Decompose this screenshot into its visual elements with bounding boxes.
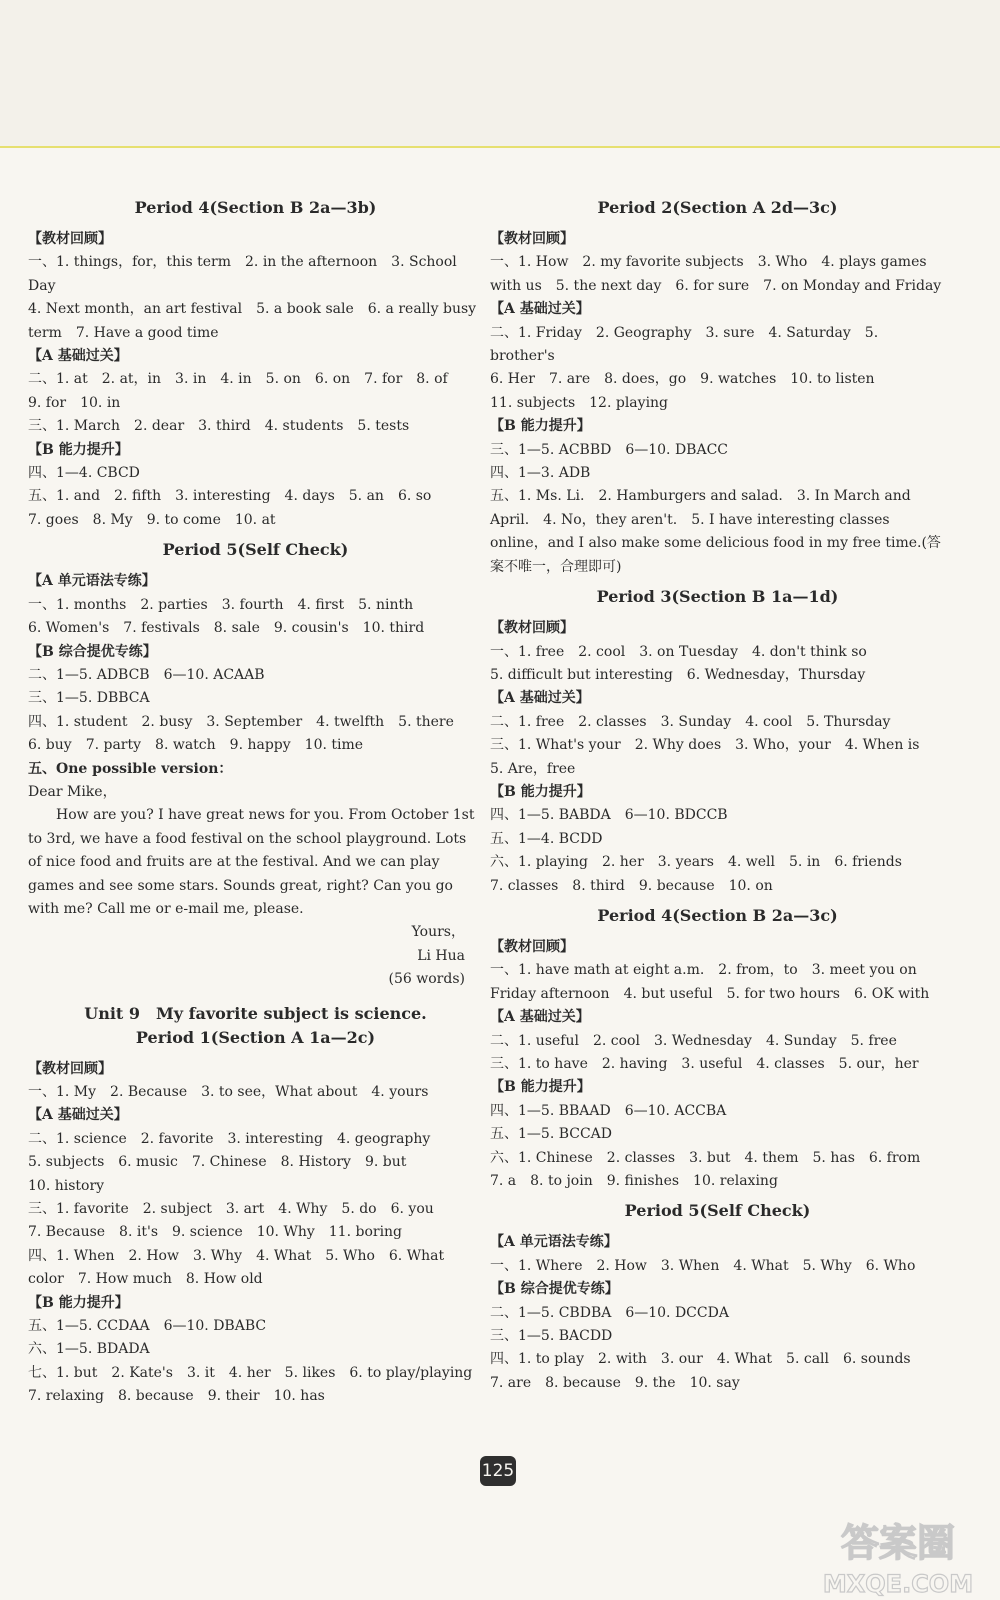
header-divider [0, 146, 1000, 148]
answer-line: 四、1—5. BBAAD 6—10. ACCBA [490, 1102, 727, 1119]
section-label: 【B 能力提升】 [490, 418, 591, 435]
answer-line: 三、1. March 2. dear 3. third 4. students 5. tests [28, 418, 410, 435]
section-label: 【B 综合提优专练】 [490, 1281, 619, 1298]
answer-line: 9. for 10. in [28, 394, 121, 411]
answer-line: 二、1—5. ADBCB 6—10. ACAAB [28, 666, 265, 683]
answer-line: 二、1. at 2. at，in 3. in 4. in 5. on 6. on 7. for 8. of [28, 371, 448, 388]
section-label: 【教材回顾】 [28, 231, 112, 247]
right-column [490, 190, 945, 1395]
section-label: 【教材回顾】 [490, 938, 574, 955]
answer-line: 7. Because 8. it's 9. science 10. Why 11. boring [28, 1224, 403, 1241]
answer-line: 五、One possible version： [28, 760, 233, 777]
answer-line: with us 5. the next day 6. for sure 7. on Monday and Friday [490, 277, 942, 294]
section-title: Period 3(Section B 1a—1d) [596, 587, 839, 607]
answer-line: 5. Are，free [490, 760, 576, 777]
section-label: 【B 能力提升】 [28, 441, 129, 458]
letter-signature: Li Hua [417, 947, 465, 964]
answer-line: 五、1—4. BCDD [490, 830, 603, 847]
answer-line: 四、1—4. CBCD [28, 465, 140, 482]
answer-line: 五、1. and 2. fifth 3. interesting 4. days 5. an 6. so [28, 488, 432, 505]
answer-line: 四、1. to play 2. with 3. our 4. What 5. call 6. sounds [490, 1351, 911, 1368]
answer-line: Friday afternoon 4. but useful 5. for two hours 6. OK with [490, 985, 930, 1002]
answer-line: 三、1. to have 2. having 3. useful 4. classes 5. our，her [490, 1056, 919, 1072]
section-title: Period 4(Section B 2a—3c) [597, 905, 838, 925]
section-label: 【教材回顾】 [490, 620, 574, 637]
answer-line: 7. are 8. because 9. the 10. say [490, 1374, 740, 1391]
page-number: 125 [480, 1456, 516, 1486]
section-title: Period 5(Self Check) [624, 1201, 811, 1221]
answer-line: 一、1. things，for，this term 2. in the afternoon 3. School Day [28, 254, 457, 294]
answer-line: 7. relaxing 8. because 9. their 10. has [28, 1388, 325, 1405]
section-label: 【A 基础过关】 [28, 348, 128, 365]
answer-line: 五、1—5. BCCAD [490, 1126, 613, 1143]
answer-line: 6. Her 7. are 8. does，go 9. watches 10. to listen [490, 371, 875, 388]
section-label: 【B 能力提升】 [490, 783, 591, 800]
answer-line: 7. classes 8. third 9. because 10. on [490, 877, 773, 894]
answer-line: 六、1. Chinese 2. classes 3. but 4. them 5. has 6. from [490, 1149, 921, 1166]
answer-line: term 7. Have a good time [28, 324, 219, 341]
answer-line: 六、1—5. BDADA [28, 1341, 150, 1358]
answer-line: 四、1. student 2. busy 3. September 4. twelfth 5. there [28, 713, 454, 730]
answer-line: 三、1—5. DBBCA [28, 690, 150, 707]
answer-line: 一、1. months 2. parties 3. fourth 4. first 5. ninth [28, 596, 414, 613]
section-label: 【A 单元语法专练】 [28, 573, 156, 590]
section-title: Period 4(Section B 2a—3b) [134, 198, 377, 217]
answer-line: 4. Next month，an art festival 5. a book sale 6. a really busy [28, 301, 477, 318]
letter-closing: Yours， [411, 924, 465, 941]
section-label: 【B 能力提升】 [28, 1294, 129, 1311]
answer-line: 七、1. but 2. Kate's 3. it 4. her 5. likes 6. to play/playing [28, 1364, 473, 1381]
answer-line: 一、1. free 2. cool 3. on Tuesday 4. don't think so [490, 643, 867, 660]
answer-line: 一、1. have math at eight a.m. 2. from，to 3. meet you on [490, 962, 917, 979]
left-column [28, 190, 483, 1409]
section-label: 【教材回顾】 [490, 231, 574, 247]
section-label: 【A 单元语法专练】 [490, 1234, 618, 1251]
answer-line: 二、1. useful 2. cool 3. Wednesday 4. Sunday 5. free [490, 1032, 897, 1049]
answer-line: 四、1—3. ADB [490, 465, 591, 482]
answer-line: 7. goes 8. My 9. to come 10. at [28, 511, 276, 528]
watermark-logo [808, 1508, 988, 1600]
answer-line: 二、1. science 2. favorite 3. interesting 4. geography [28, 1130, 431, 1147]
answer-line: 5. subjects 6. music 7. Chinese 8. History 9. but [28, 1154, 407, 1171]
answer-line: 三、1—5. BACDD [490, 1328, 613, 1345]
letter-greeting: Dear Mike， [28, 783, 117, 800]
answer-line: 一、1. How 2. my favorite subjects 3. Who 4. plays games [490, 254, 927, 271]
answer-line: 六、1. playing 2. her 3. years 4. well 5. in 6. friends [490, 854, 902, 871]
answer-line: 一、1. Where 2. How 3. When 4. What 5. Why 6. Who [490, 1257, 916, 1274]
section-label: 【A 基础过关】 [490, 690, 590, 707]
answer-line: 5. difficult but interesting 6. Wednesday，Thursday [490, 666, 866, 683]
section-label: 【A 基础过关】 [490, 1009, 590, 1026]
answer-line: color 7. How much 8. How old [28, 1271, 263, 1288]
section-label: 【教材回顾】 [28, 1060, 112, 1077]
letter-body: How are you? I have great news for you. From October 1st to 3rd, we have a food festival on the school playground. Lots of nice food and fruits are at the festival. And we can play games and see some stars. Sounds great, right? Can you go with me? Call me or e-mail me, please. [28, 807, 475, 917]
answer-line: 二、1. Friday 2. Geography 3. sure 4. Saturday 5. brother's [490, 324, 879, 365]
section-label: 【A 基础过关】 [490, 301, 590, 318]
answer-line: 三、1. favorite 2. subject 3. art 4. Why 5. do 6. you [28, 1201, 434, 1218]
answer-line: 三、1—5. ACBBD 6—10. DBACC [490, 441, 729, 458]
answer-paragraph: 五、1. Ms. Li. 2. Hamburgers and salad. 3. In March and April. 4. No，they aren't. 5. I have interesting classes online，and I also make some delicious food in my free time.(答案不唯一，合理即可) [490, 488, 941, 575]
answer-line: 四、1—5. BABDA 6—10. BDCCB [490, 807, 728, 824]
watermark-bottom: MXQE.COM [822, 1570, 974, 1598]
watermark-top: 答案圈 [840, 1521, 956, 1565]
answer-line: 二、1. free 2. classes 3. Sunday 4. cool 5. Thursday [490, 713, 891, 730]
section-title: Period 2(Section A 2d—3c) [597, 198, 838, 217]
answer-line: 一、1. My 2. Because 3. to see，What about 4. yours [28, 1084, 429, 1100]
answer-line: 6. Women's 7. festivals 8. sale 9. cousin's 10. third [28, 620, 425, 637]
answer-line: 五、1—5. CCDAA 6—10. DBABC [28, 1318, 267, 1335]
section-label: 【A 基础过关】 [28, 1107, 128, 1124]
section-label: 【B 能力提升】 [490, 1079, 591, 1096]
answer-line: 三、1. What's your 2. Why does 3. Who，your 4. When is [490, 737, 920, 754]
answer-line: 11. subjects 12. playing [490, 394, 669, 411]
answer-line: 10. history [28, 1177, 105, 1194]
answer-line: 二、1—5. CBDBA 6—10. DCCDA [490, 1304, 729, 1321]
answer-line: 四、1. When 2. How 3. Why 4. What 5. Who 6. What [28, 1247, 445, 1264]
answer-line: 7. a 8. to join 9. finishes 10. relaxing [490, 1173, 778, 1190]
word-count: (56 words) [388, 971, 465, 988]
unit-title: Unit 9 My favorite subject is science. [84, 1003, 427, 1023]
section-title: Period 1(Section A 1a—2c) [135, 1027, 376, 1047]
header-band [0, 0, 1000, 146]
answer-line: 6. buy 7. party 8. watch 9. happy 10. time [28, 737, 364, 754]
section-label: 【B 综合提优专练】 [28, 643, 157, 660]
section-title: Period 5(Self Check) [162, 540, 349, 560]
